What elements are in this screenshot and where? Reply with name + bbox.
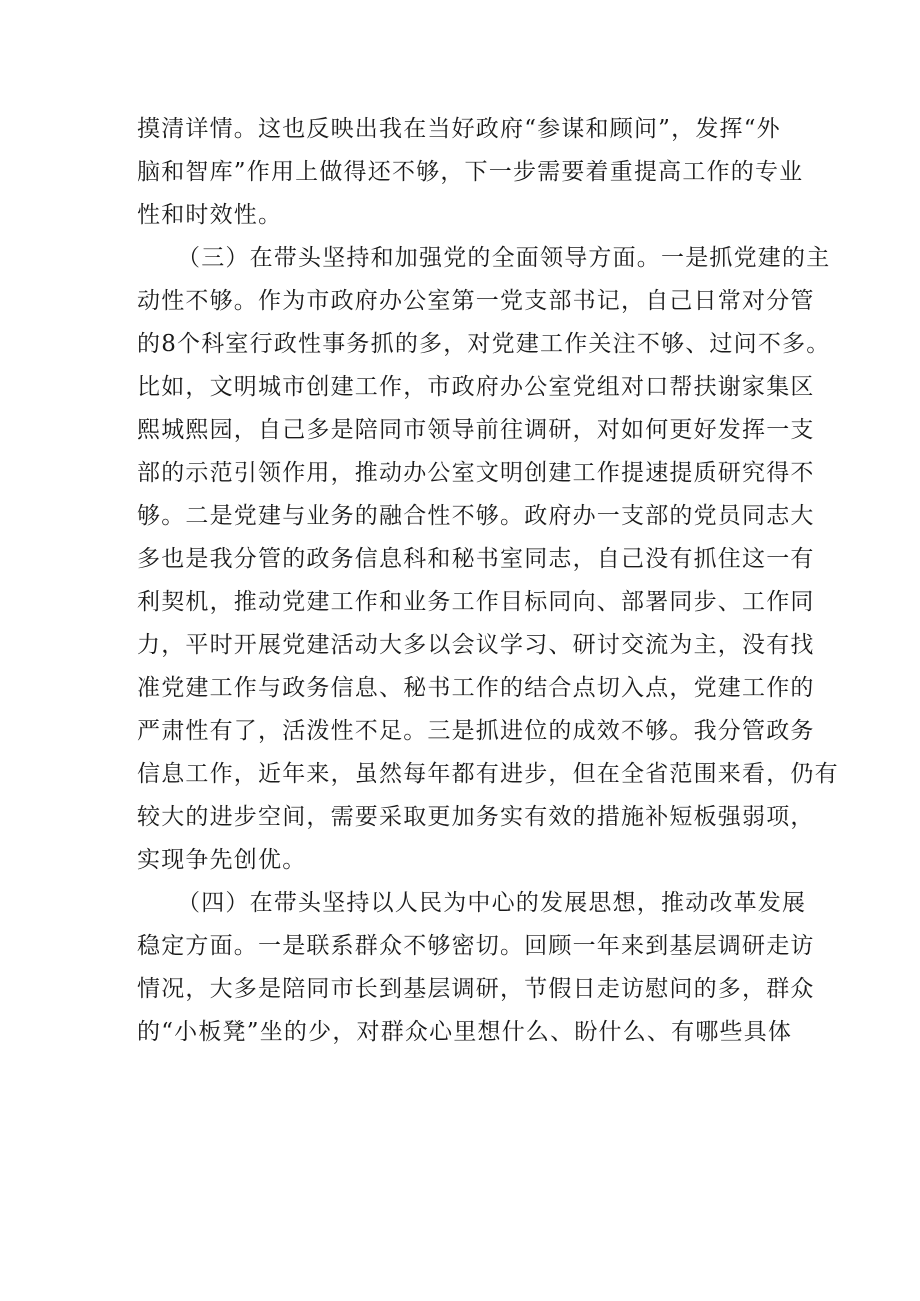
text-line: 脑和智库”作用上做得还不够，下一步需要着重提高工作的专业 xyxy=(137,159,804,185)
document-body xyxy=(137,108,839,1054)
text-line: 多也是我分管的政务信息科和秘书室同志，自己没有抓住这一有 xyxy=(137,546,815,572)
text-line: 够。二是党建与业务的融合性不够。政府办一支部的党员同志大 xyxy=(137,503,815,529)
section-heading-line: （四）在带头坚持以人民为中心的发展思想，推动改革发展 xyxy=(177,890,807,916)
text-line: 熙城熙园，自己多是陪同市领导前往调研，对如何更好发挥一支 xyxy=(137,417,815,443)
text-line: 性和时效性。 xyxy=(137,202,283,228)
text-line: 力，平时开展党建活动大多以会议学习、研讨交流为主，没有找 xyxy=(137,632,815,658)
text-line: 动性不够。作为市政府办公室第一党支部书记，自己日常对分管 xyxy=(137,288,815,314)
text-line: 准党建工作与政务信息、秘书工作的结合点切入点，党建工作的 xyxy=(137,675,815,701)
text-line: 情况，大多是陪同市长到基层调研，节假日走访慰问的多，群众 xyxy=(137,976,815,1002)
section-heading-line: （三）在带头坚持和加强党的全面领导方面。一是抓党建的主 xyxy=(177,245,831,271)
text-line: 较大的进步空间，需要采取更加务实有效的措施补短板强弱项， xyxy=(137,804,815,830)
text-line: 比如，文明城市创建工作，市政府办公室党组对口帮扶谢家集区 xyxy=(137,374,815,400)
text-line: 的“小板凳”坐的少，对群众心里想什么、盼什么、有哪些具体 xyxy=(137,1019,793,1045)
text-line: 利契机，推动党建工作和业务工作目标同向、部署同步、工作同 xyxy=(137,589,815,615)
text-line: 严肃性有了，活泼性不足。三是抓进位的成效不够。我分管政务 xyxy=(137,718,815,744)
text-line: 摸清详情。这也反映出我在当好政府“参谋和顾问”，发挥“外 xyxy=(137,116,781,142)
text-line: 信息工作，近年来，虽然每年都有进步，但在全省范围来看，仍有 xyxy=(137,761,839,787)
text-line: 的8个科室行政性事务抓的多，对党建工作关注不够、过问不多。 xyxy=(137,331,831,357)
text-line: 实现争先创优。 xyxy=(137,847,307,873)
text-line: 部的示范引领作用，推动办公室文明创建工作提速提质研究得不 xyxy=(137,460,815,486)
text-line: 稳定方面。一是联系群众不够密切。回顾一年来到基层调研走访 xyxy=(137,933,815,959)
